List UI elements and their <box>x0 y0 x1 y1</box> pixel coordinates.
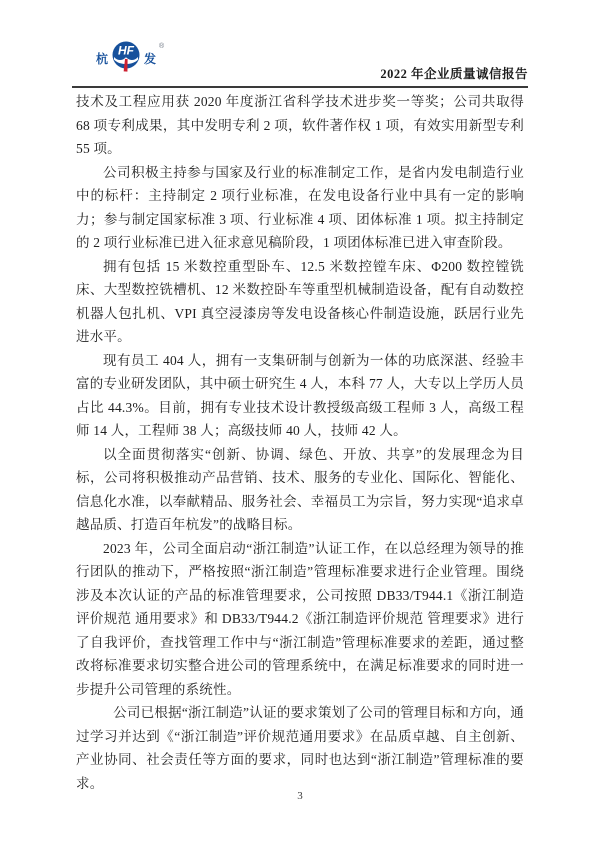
page-number: 3 <box>297 790 303 802</box>
logo-right-char: 发 <box>144 51 157 66</box>
body-paragraph: 现有员工 404 人，拥有一支集研制与创新为一体的功底深湛、经验丰富的专业研发团队，其中硕士研究生 4 人，本科 77 人，大专以上学历人员占比 44.3%。目前，拥有专业技术设计教授级高级工程师 3 人，高级工程师 14 人，工程师 38 人；高级技师 40 人，技师 42 人。 <box>76 352 524 438</box>
body-paragraph: 公司积极主持参与国家及行业的标准制定工作，是省内发电制造行业中的标杆：主持制定 2 项行业标准，在发电设备行业中具有一定的影响力；参与制定国家标准 3 项、行业标准 4 项、团体标准 1 项。拟主持制定的 2 项行业标准已进入征求意见稿阶段，1 项团体标准已进入审查阶段。 <box>76 164 524 250</box>
company-logo <box>96 40 163 76</box>
body-paragraph: 拥有包括 15 米数控重型卧车、12.5 米数控镗车床、Φ200 数控镗铣床、大型数控铣槽机、12 米数控卧车等重型机械制造设备，配有自动数控机器人包扎机、VPI 真空浸漆房等发电设备核心件制造设施，跃居行业先进水平。 <box>76 258 524 344</box>
body-paragraph: 公司已根据“浙江制造”认证的要求策划了公司的管理目标和方向，通过学习并达到《“浙江制造”评价规范通用要求》在品质卓越、自主创新、产业协同、社会责任等方面的要求，同时也达到“浙江制造”管理标准的要求。 <box>76 705 524 791</box>
hf-emblem-icon <box>110 40 142 76</box>
svg-text:HF: HF <box>118 43 135 58</box>
body-paragraph: 技术及工程应用获 2020 年度浙江省科学技术进步奖一等奖；公司共取得 68 项专利成果，其中发明专利 2 项，软件著作权 1 项，有效实用新型专利 55 项。 <box>76 94 524 156</box>
page-header <box>72 38 528 88</box>
report-header-title: 2022 年企业质量诚信报告 <box>380 67 528 81</box>
body-paragraph: 2023 年，公司全面启动“浙江制造”认证工作，在以总经理为领导的推行团队的推动下，严格按照“浙江制造”管理标准要求进行企业管理。围绕涉及本次认证的产品的标准管理要求，公司按照 DB33/T944.1《浙江制造评价规范 通用要求》和 DB33/T944.2《浙江制造评价规范 管理要求》进行了自我评价，查找管理工作中与“浙江制造”管理标准要求的差距，通过整改将标准要求切实整合进公司的管理系统中，在满足标准要求的同时进一步提升公司管理的系统性。 <box>76 540 524 697</box>
registered-trademark-icon: ® <box>159 42 165 50</box>
logo-left-char: 杭 <box>96 51 109 66</box>
document-body <box>76 90 524 795</box>
body-paragraph: 以全面贯彻落实“创新、协调、绿色、开放、共享”的发展理念为目标，公司将积极推动产品营销、技术、服务的专业化、国际化、智能化、信息化水准，以奉献精品、服务社会、幸福员工为宗旨，努力实现“追求卓越品质、打造百年杭发”的战略目标。 <box>76 446 524 532</box>
